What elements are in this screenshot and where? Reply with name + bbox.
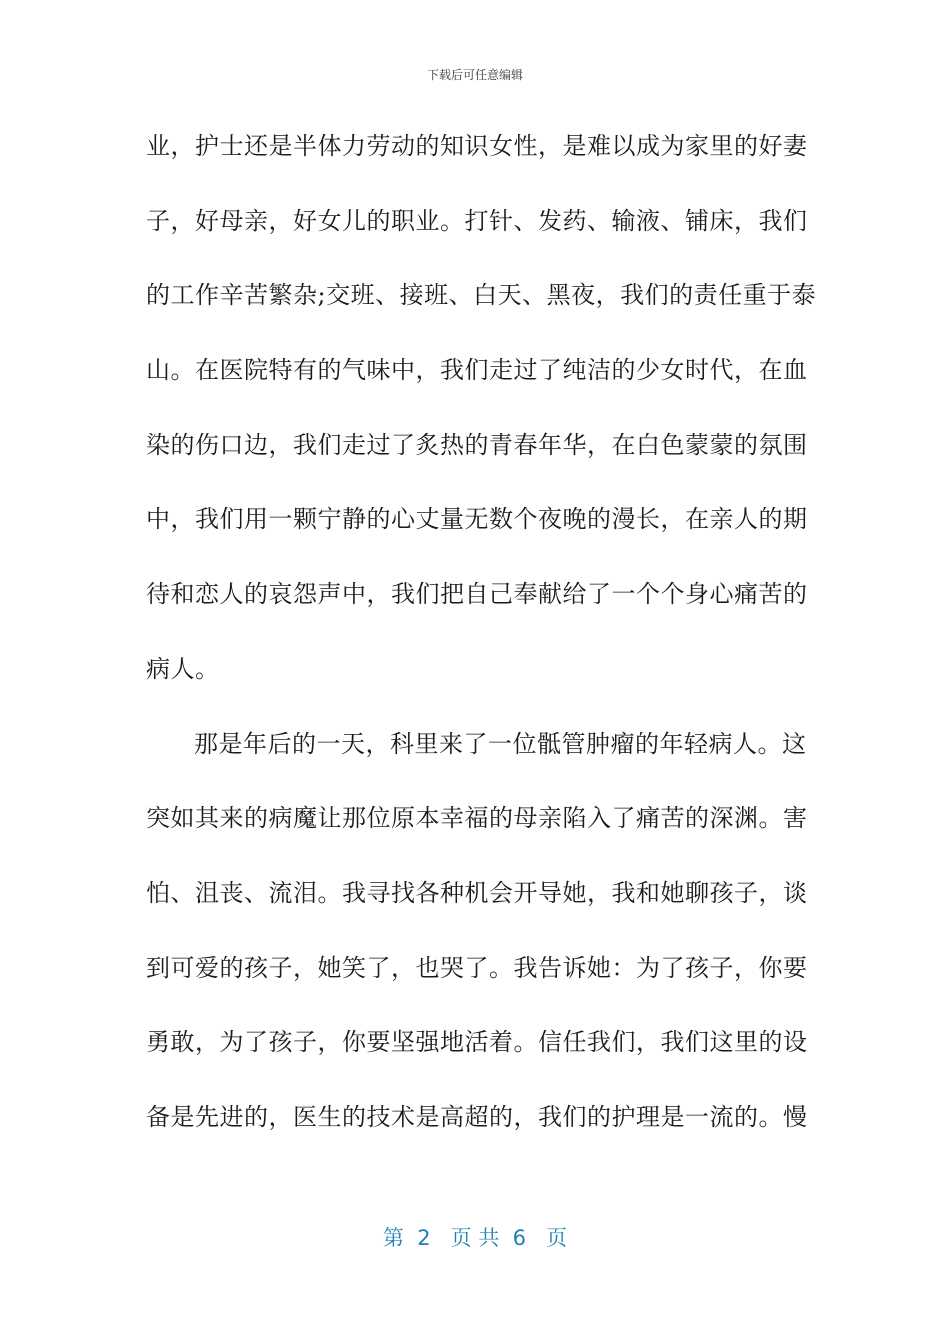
text-line: 业，护士还是半体力劳动的知识女性，是难以成为家里的好妻 bbox=[146, 132, 808, 160]
document-body bbox=[146, 117, 817, 1163]
text-line: 子，好母亲，好女儿的职业。打针、发药、输液、铺床，我们 bbox=[146, 206, 808, 235]
text-line: 备是先进的，医生的技术是高超的，我们的护理是一流的。慢 bbox=[146, 1102, 808, 1131]
text-line: 到可爱的孩子，她笑了，也哭了。我告诉她：为了孩子，你要 bbox=[146, 953, 808, 982]
download-note: 下载后可任意编辑 bbox=[426, 68, 523, 82]
text-line: 勇敢，为了孩子，你要坚强地活着。信任我们，我们这里的设 bbox=[146, 1028, 808, 1057]
text-line: 怕、沮丧、流泪。我寻找各种机会开导她，我和她聊孩子，谈 bbox=[146, 878, 808, 907]
paragraph-start-line: 那是年后的一天，科里来了一位骶管肿瘤的年轻病人。这 bbox=[194, 729, 807, 758]
text-line: 中，我们用一颗宁静的心丈量无数个夜晚的漫长，在亲人的期 bbox=[146, 505, 808, 534]
text-line: 的工作辛苦繁杂;交班、接班、白天、黑夜，我们的责任重于泰 bbox=[146, 281, 817, 310]
page-number: 第 2 页 共 6 页 bbox=[382, 1226, 568, 1250]
text-line: 染的伤口边，我们走过了炙热的青春年华，在白色蒙蒙的氛围 bbox=[146, 430, 808, 459]
text-line: 山。在医院特有的气味中，我们走过了纯洁的少女时代，在血 bbox=[146, 356, 808, 385]
text-line: 病人。 bbox=[146, 654, 220, 683]
text-line: 突如其来的病魔让那位原本幸福的母亲陷入了痛苦的深渊。害 bbox=[146, 804, 808, 833]
text-line: 待和恋人的哀怨声中，我们把自己奉献给了一个个身心痛苦的 bbox=[146, 580, 808, 609]
